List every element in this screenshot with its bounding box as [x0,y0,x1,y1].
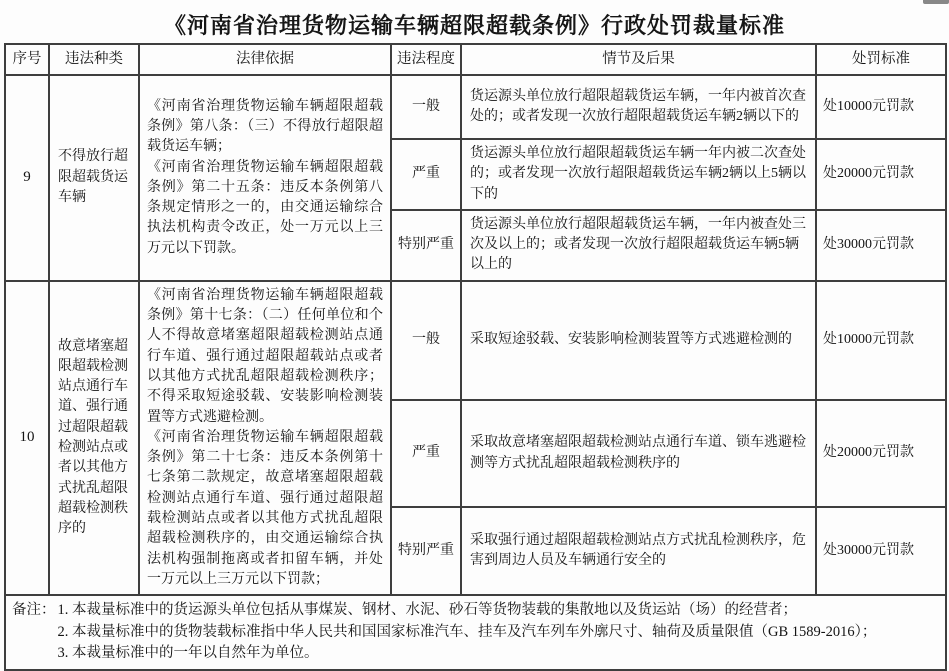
header-cell-legal-basis: 法律依据 [139,44,391,75]
notes-list [58,600,940,664]
violation-type-cell: 故意堵塞超限超载检测站点通行车道、强行通过超限超载检测站点或者以其他方式扰乱超限超载检测秩序的 [49,281,139,595]
legal-basis-paragraph: 《河南省治理货物运输车辆超限超载条例》第二十七条：违反本条例第十七条第二款规定，故意堵塞超限超载检测站点通行车道、强行通过超限超载检测站点或者以其他方式扰乱超限超载检测秩序的，由交通运输综合执法机构强制拖离或者扣留车辆，并处一万元以上三万元以下罚款； [147,429,383,587]
table-row [5,281,946,401]
header-cell-circumstance: 情节及后果 [461,44,816,75]
degree-cell: 特别严重 [391,210,461,281]
legal-basis-cell [139,75,391,281]
degree-cell: 特别严重 [391,507,461,595]
penalty-cell: 处10000元罚款 [816,281,946,401]
penalty-cell: 处20000元罚款 [816,400,946,506]
note-line: 3. 本裁量标准中的一年以自然年为单位。 [57,645,319,662]
circumstance-cell: 采取故意堵塞超限超载检测站点通行车道、锁车逃避检测等方式扰乱超限超载检测秩序的 [461,400,816,506]
penalty-cell: 处20000元罚款 [816,139,946,210]
penalty-cell: 处30000元罚款 [816,507,946,595]
header-cell-no: 序号 [5,44,49,75]
header-cell-penalty: 处罚标准 [816,44,946,75]
degree-cell: 一般 [391,75,461,139]
degree-cell: 一般 [391,281,461,401]
row-number-cell: 10 [5,281,49,595]
circumstance-cell: 采取短途驳载、安装影响检测装置等方式逃避检测的 [461,281,816,401]
penalty-standards-table [4,43,947,671]
notes-section [5,595,946,669]
violation-type-cell: 不得放行超限超载货运车辆 [49,75,139,281]
circumstance-cell: 货运源头单位放行超限超载货运车辆，一年内被首次查处的；或者发现一次放行超限超载货运车辆2辆以下的 [461,75,816,139]
legal-basis-paragraph: 《河南省治理货物运输车辆超限超载条例》第八条：（三）不得放行超限超载货运车辆； [147,98,383,155]
degree-cell: 严重 [391,139,461,210]
penalty-cell: 处10000元罚款 [816,75,946,139]
table-header-row [5,44,946,75]
legal-basis-paragraph: 《河南省治理货物运输车辆超限超载条例》第十七条：（二）任何单位和个人不得故意堵塞超限超载检测站点通行车道、强行通过超限超载站点或者以其他方式扰乱超限超载检测秩序；不得采取短途驳载、安装影响检测装置等方式逃避检测。 [147,287,383,425]
page-title: 《河南省治理货物运输车辆超限超载条例》行政处罚裁量标准 [163,13,785,38]
circumstance-cell: 货运源头单位放行超限超载货运车辆，一年内被查处三次及以上的；或者发现一次放行超限超载货运车辆5辆以上的 [461,210,816,281]
penalty-cell: 处30000元罚款 [816,210,946,281]
scan-artifact-mark [923,0,949,4]
note-line: 1. 本裁量标准中的货运源头单位包括从事煤炭、钢材、水泥、砂石等货物装载的集散地以及货运站（场）的经营者； [57,602,797,619]
table-row [5,75,946,139]
header-cell-degree: 违法程度 [391,44,461,75]
legal-basis-cell [139,281,391,595]
circumstance-cell: 货运源头单位放行超限超载货运车辆一年内被二次查处的；或者发现一次放行超限超载货运车辆2辆以上5辆以下的 [461,139,816,210]
header-cell-violation-type: 违法种类 [49,44,139,75]
notes-row [5,595,946,669]
circumstance-cell: 采取强行通过超限超载检测站点方式扰乱检测秩序，危害到周边人员及车辆通行安全的 [461,507,816,595]
row-number-cell: 9 [5,75,49,281]
legal-basis-paragraph: 《河南省治理货物运输车辆超限超载条例》第二十五条：违反本条例第八条规定情形之一的，由交通运输综合执法机构责令改正，处一万元以上三万元以下罚款。 [147,159,383,256]
notes-label: 备注： [12,602,56,619]
note-line: 2. 本裁量标准中的货物装载标准指中华人民共和国国家标准汽车、挂车及汽车列车外廓尺寸、轴荷及质量限值（GB 1589-2016）； [57,623,877,640]
degree-cell: 严重 [391,400,461,506]
